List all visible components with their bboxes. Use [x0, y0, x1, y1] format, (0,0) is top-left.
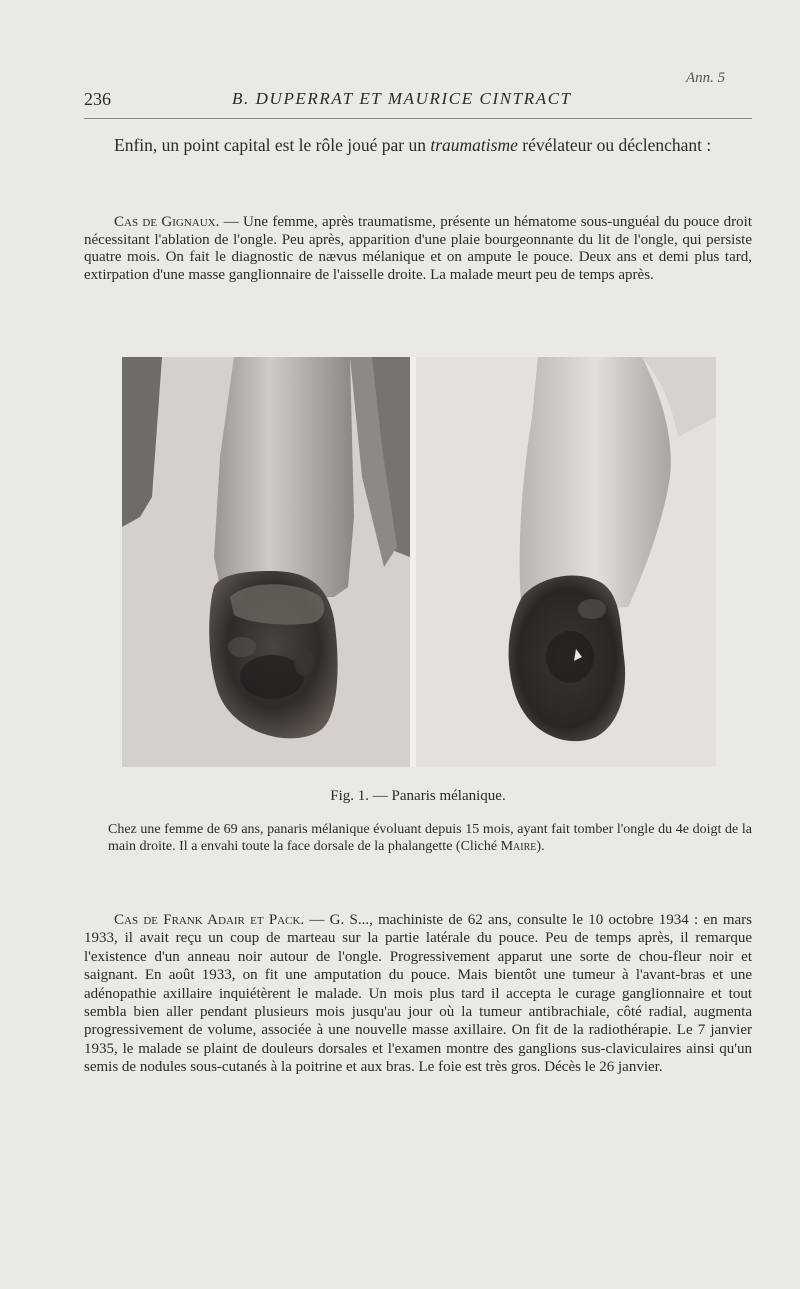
figure-legend-credit: Maire: [500, 839, 537, 854]
figure-1-photograph: [122, 357, 716, 767]
case-adair-pack-paragraph: [84, 911, 752, 1077]
figure-legend-text: Chez une femme de 69 ans, panaris mélanique évoluant depuis 15 mois, ayant fait tomber l'ongle du 4e doigt de la main droite. Il a envahi toute la face dorsale de la phalangette (Cliché: [108, 822, 752, 854]
left-photo: [122, 357, 410, 767]
intro-emphasis: traumatisme: [430, 135, 518, 155]
case-adair-pack-text: — G. S..., machiniste de 62 ans, consulte le 10 octobre 1934 : en mars 1933, il avait reçu un coup de marteau sur la partie latérale du pouce. Peu de temps après, il remarque l'existence d'un anneau noir autour de l'ongle. Progressivement apparut une sorte de chou-fleur noir et saignant. En août 1933, on fit une amputation du pouce. Mais bientôt une tumeur à l'avant-bras et une adénopathie axillaire inquiétèrent le malade. Un mois plus tard il accepta le curage ganglionnaire et tout sembla bien aller pendant plusieurs mois jusqu'au jour où la tumeur antibrachiale, côté radial, augmenta progressivement de volume, associée à une nouvelle masse axillaire. On fit de la radiothérapie. Le 7 janvier 1935, le malade se plaint de douleurs dorsales et l'examen montre des ganglions sus-claviculaires ainsi qu'un semis de nodules sous-cutanés à la poitrine et aux bras. Le foie est très gros. Décès le 26 janvier.: [84, 912, 752, 1076]
intro-text-after: révélateur ou déclenchant :: [517, 135, 712, 155]
case-adair-pack-label: Cas de Frank Adair et Pack.: [114, 912, 305, 928]
intro-text-before: Enfin, un point capital est le rôle joué par un: [114, 135, 431, 155]
melanoma-photo-illustration: [122, 357, 716, 767]
case-gignaux-label: Cas de Gignaux.: [114, 214, 220, 230]
figure-legend: [108, 821, 752, 855]
margin-annotation: Ann. 5: [686, 70, 726, 86]
intro-paragraph: [84, 134, 752, 157]
case-gignaux-text: — Une femme, après traumatisme, présente un hématome sous-unguéal du pouce droit nécessitant l'ablation de l'ongle. Peu après, apparition d'une plaie bourgeonnante du lit de l'ongle, qui persiste quatre mois. On fait le diagnostic de nævus mélanique et on ampute le pouce. Deux ans et demi plus tard, extirpation d'une masse ganglionnaire de l'aisselle droite. La malade meurt peu de temps après.: [84, 214, 752, 283]
figure-caption: Fig. 1. — Panaris mélanique.: [330, 788, 506, 804]
case-gignaux-paragraph: [84, 214, 752, 284]
header-rule: [84, 118, 752, 119]
right-photo: [416, 357, 716, 767]
running-title: B. DUPERRAT ET MAURICE CINTRACT: [232, 89, 572, 108]
page-number: 236: [84, 89, 111, 109]
figure-legend-end: ).: [536, 839, 545, 854]
